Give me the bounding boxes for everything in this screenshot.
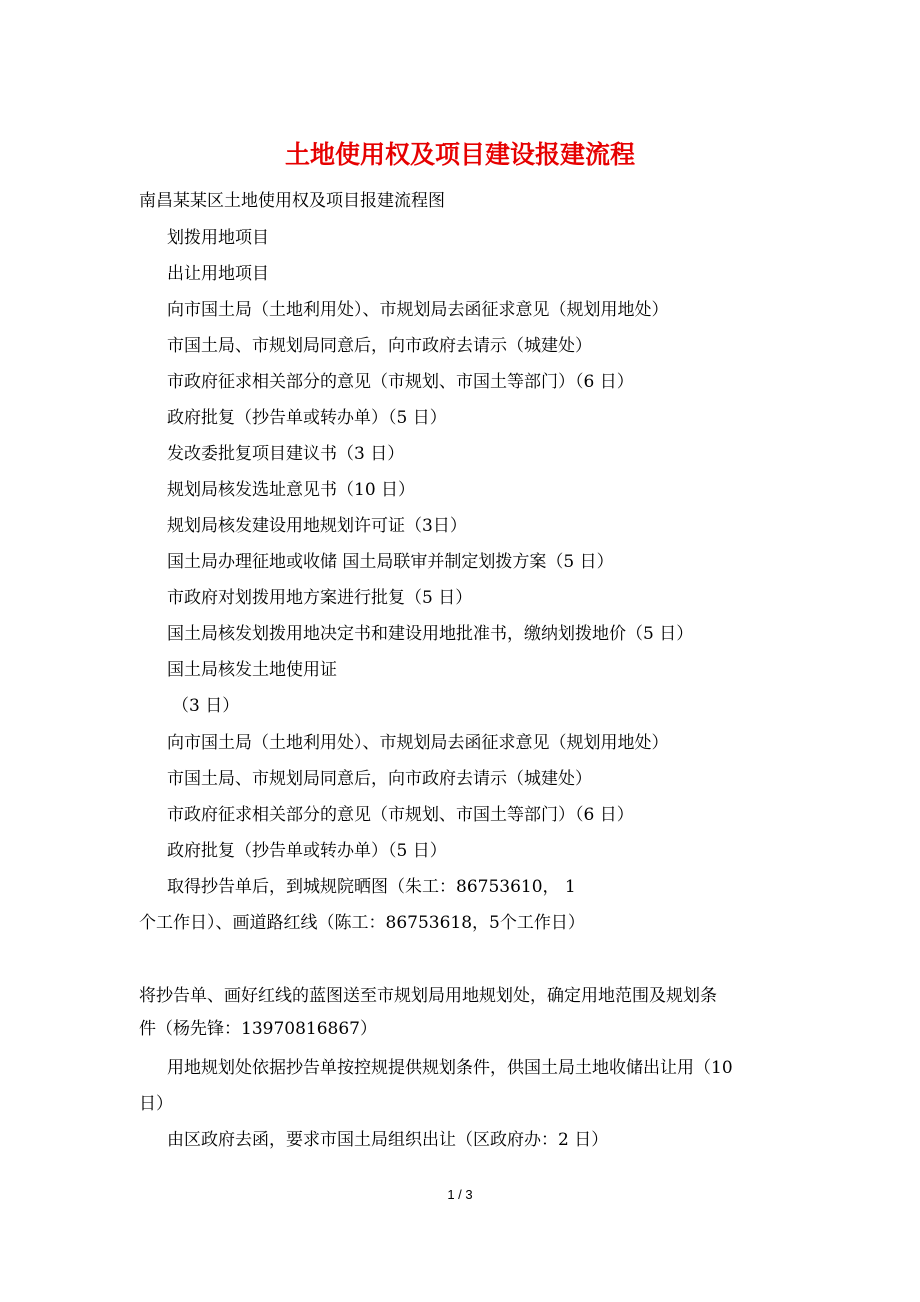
text-line: 日） xyxy=(139,1094,173,1114)
text-line: 国土局核发划拨用地决定书和建设用地批准书，缴纳划拨地价（5 日） xyxy=(167,624,694,644)
text-line: 发改委批复项目建议书（3 日） xyxy=(167,444,405,464)
text-line: 市政府对划拨用地方案进行批复（5 日） xyxy=(167,588,473,608)
text-line: 个工作日）、画道路红线（陈工：86753618，5个工作日） xyxy=(139,913,585,933)
text-line: 出让用地项目 xyxy=(167,264,269,284)
text-line: 市政府征求相关部分的意见（市规划、市国土等部门）（6 日） xyxy=(167,805,634,825)
text-line: 向市国土局（土地利用处）、市规划局去函征求意见（规划用地处） xyxy=(167,733,669,753)
text-line: 市国土局、市规划局同意后，向市政府去请示（城建处） xyxy=(167,769,592,789)
text-line: 政府批复（抄告单或转办单）（5 日） xyxy=(167,408,447,428)
text-line: 向市国土局（土地利用处）、市规划局去函征求意见（规划用地处） xyxy=(167,300,669,320)
text-line: 南昌某某区土地使用权及项目报建流程图 xyxy=(139,191,445,211)
text-line: 市国土局、市规划局同意后，向市政府去请示（城建处） xyxy=(167,336,592,356)
text-line: 用地规划处依据抄告单按控规提供规划条件，供国土局土地收储出让用（10 xyxy=(167,1058,733,1078)
document-title: 土地使用权及项目建设报建流程 xyxy=(284,140,635,169)
text-line: 由区政府去函，要求市国土局组织出让（区政府办：2 日） xyxy=(167,1130,609,1150)
page-number: 1 / 3 xyxy=(447,1187,473,1202)
text-line: 规划局核发选址意见书（10 日） xyxy=(167,480,416,500)
text-line: 取得抄告单后，到城规院晒图（朱工：86753610， 1 xyxy=(167,877,576,897)
text-line: 将抄告单、画好红线的蓝图送至市规划局用地规划处，确定用地范围及规划条 xyxy=(139,986,717,1006)
text-line: （3 日） xyxy=(172,696,240,716)
text-line: 件（杨先锋：13970816867） xyxy=(139,1019,377,1039)
text-line: 规划局核发建设用地规划许可证（3日） xyxy=(167,516,467,536)
text-line: 划拨用地项目 xyxy=(167,228,269,248)
text-line: 市政府征求相关部分的意见（市规划、市国土等部门）（6 日） xyxy=(167,372,634,392)
text-line: 国土局核发土地使用证 xyxy=(167,660,337,680)
text-line: 国土局办理征地或收储 国土局联审并制定划拨方案（5 日） xyxy=(167,552,614,572)
text-line: 政府批复（抄告单或转办单）（5 日） xyxy=(167,841,447,861)
